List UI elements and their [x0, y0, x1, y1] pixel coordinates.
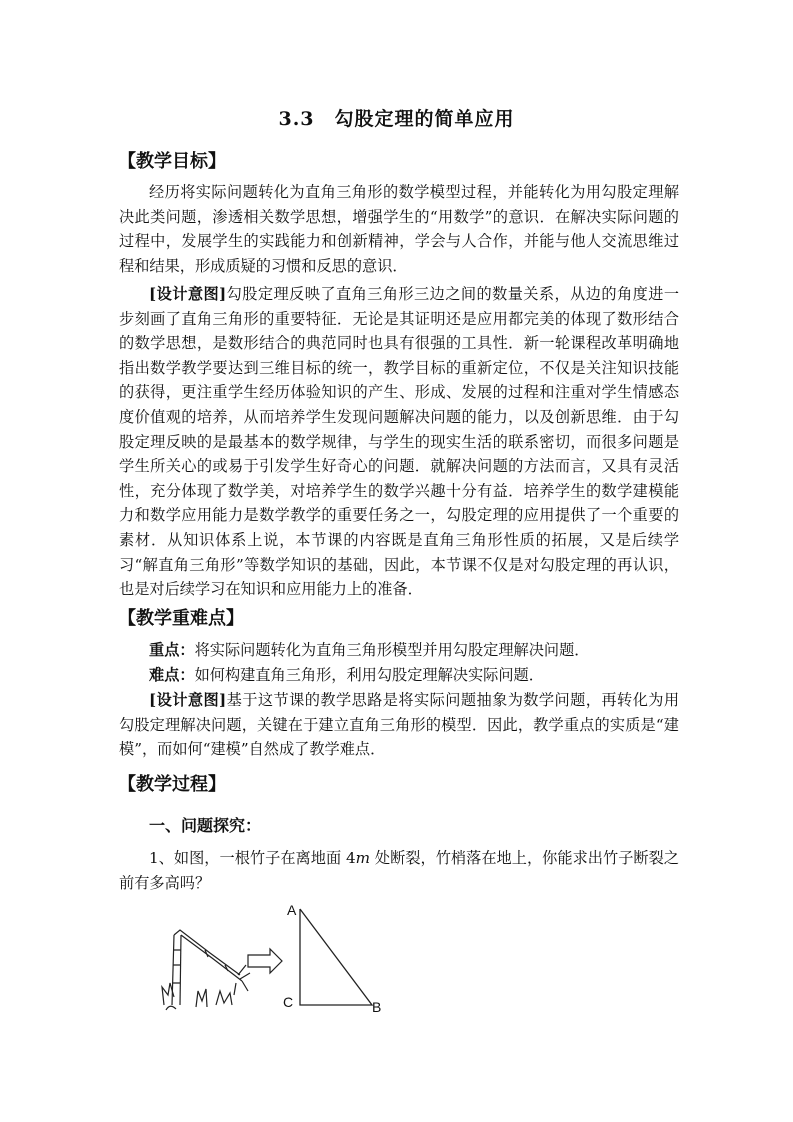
design-intent-text-2: 基于这节课的教学思路是将实际问题抽象为数学问题，再转化为用勾股定理解决问题，关键在于建立直角三角形的模型．因此，教学重点的实质是“建模”，而如何“建模”自然成了教学难点．: [119, 691, 680, 759]
key-point-line: [149, 638, 679, 662]
vertex-b-label: B: [372, 999, 382, 1015]
question-1-post: 处断裂，竹梢落在地上，你能求出竹子断裂之前有多高吗？: [119, 849, 679, 892]
bamboo-figure: [150, 895, 400, 1025]
design-intent-paragraph-1: [119, 282, 679, 602]
goals-paragraph: 经历将实际问题转化为直角三角形的数学模型过程，并能转化为用勾股定理解决此类问题，渗透相关数学思想，增强学生的“用数学”的意识．在解决实际问题的过程中，发展学生的实践能力和创新精神，学会与人合作，并能与他人交流思维过程和结果，形成质疑的习惯和反思的意识．: [119, 183, 679, 275]
arrow-icon: [248, 949, 282, 973]
difficult-point-text: 如何构建直角三角形，利用勾股定理解决实际问题．: [194, 666, 544, 684]
difficult-point-line: [149, 663, 679, 687]
right-triangle-diagram: [283, 902, 381, 1015]
key-point-text: 将实际问题转化为直角三角形模型并用勾股定理解决问题．: [194, 641, 590, 659]
difficult-point-label: 难点：: [149, 666, 195, 684]
vertex-a-label: A: [287, 902, 297, 918]
design-intent-tag: [设计意图]: [149, 285, 227, 303]
vertex-c-label: C: [283, 994, 294, 1010]
triangle-shape: [300, 909, 372, 1005]
design-intent-text: 勾股定理反映了直角三角形三边之间的数量关系，从边的角度进一步刻画了直角三角形的重要特征．无论是其证明还是应用都完美的体现了数形结合的数学思想，是数形结合的典范同时也具有很强的工具性．新一轮课程改革明确地指出数学教学要达到三维目标的统一，教学目标的重新定位，不仅是关注知识技能的获得，更注重学生经历体验知识的产生、形成、发展的过程和注重对学生情感态度价值观的培养，从而培养学生发现问题解决问题的能力，以及创新思维．由于勾股定理反映的是最基本的数学规律，与学生的现实生活的联系密切，而很多问题是学生所关心的或易于引发学生好奇心的问题．就解决问题的方法而言，又具有灵活性，充分体现了数学美，对培养学生的数学兴趣十分有益．培养学生的数学建模能力和数学应用能力是数学教学的重要任务之一，勾股定理的应用提供了一个重要的素材．从知识体系上说，本节课的内容既是直角三角形性质的拓展，又是后续学习“解直角三角形”等数学知识的基础，因此，本节课不仅是对勾股定理的再认识，也是对后续学习在知识和应用能力上的准备．: [119, 285, 680, 599]
question-1-pre: 1、如图，一根竹子在离地面 4: [149, 849, 356, 867]
heading-teaching-process: 【教学过程】: [118, 774, 226, 795]
question-1: [119, 846, 679, 895]
heading-teaching-goals: 【教学目标】: [118, 151, 226, 172]
heading-key-difficult-points: 【教学重难点】: [118, 608, 244, 629]
design-intent-paragraph-2: [119, 688, 679, 762]
heading-problem-exploration: 一、问题探究：: [149, 816, 262, 835]
design-intent-tag-2: [设计意图]: [149, 691, 227, 709]
bamboo-sketch-image: [162, 930, 250, 1010]
key-point-label: 重点：: [149, 641, 195, 659]
document-title: 3.3 勾股定理的简单应用: [278, 108, 515, 130]
question-1-unit: m: [355, 849, 371, 867]
